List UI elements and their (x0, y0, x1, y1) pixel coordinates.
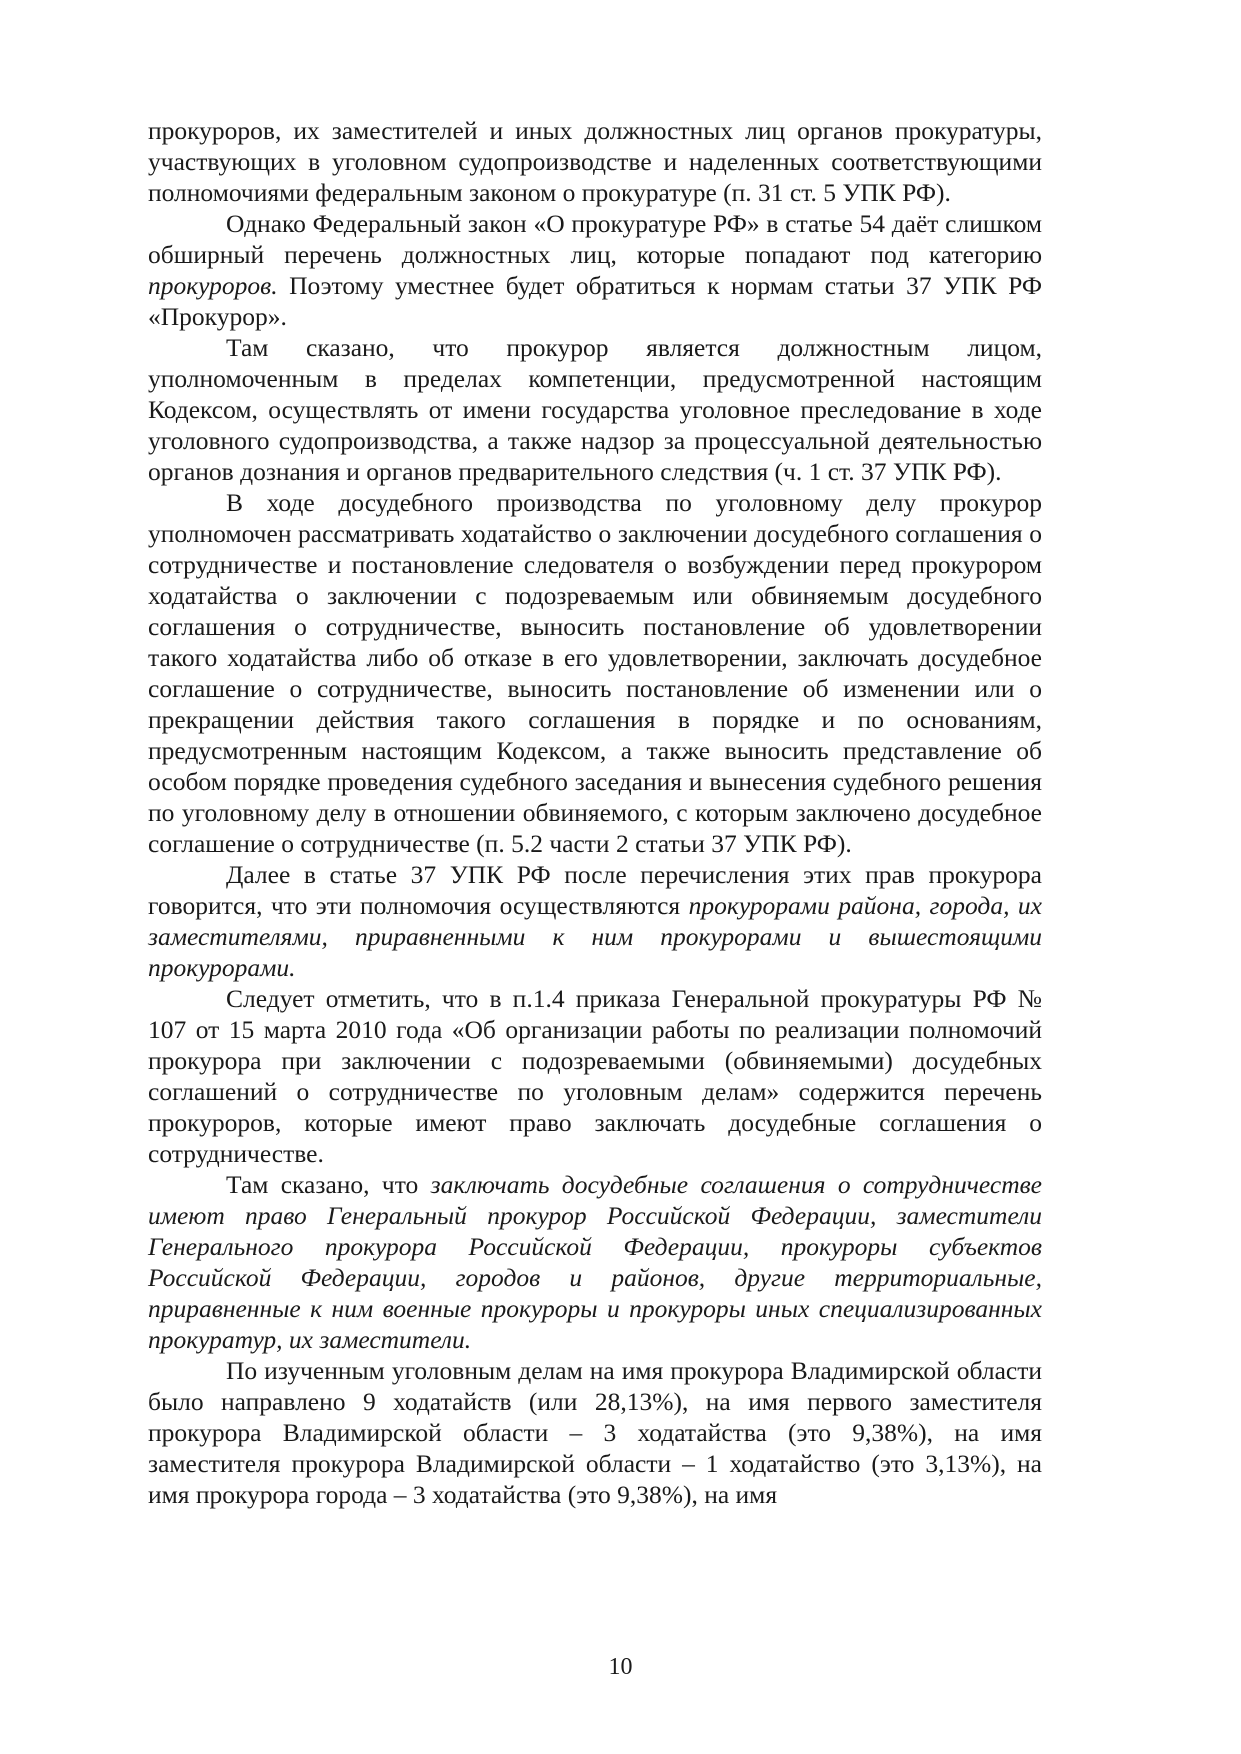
paragraph-4 (148, 487, 1042, 859)
paragraph-2-text-a: Однако Федеральный закон «О прокуратуре РФ» в статье 54 даёт слишком обширный перечень должностных лиц, которые попадают под категорию (148, 209, 1042, 269)
paragraph-8 (148, 1355, 1042, 1510)
paragraph-3-text: Там сказано, что прокурор является должностным лицом, уполномоченным в пределах компетенции, предусмотренной настоящим Кодексом, осуществлять от имени государства уголовное преследование в ходе уголовного судопроизводства, а также надзор за процессуальной деятельностью органов дознания и органов предварительного следствия (ч. 1 ст. 37 УПК РФ). (148, 333, 1042, 486)
paragraph-6-text: Следует отметить, что в п.1.4 приказа Генеральной прокуратуры РФ № 107 от 15 марта 2010 года «Об организации работы по реализации полномочий прокурора при заключении с подозреваемыми (обвиняемыми) досудебных соглашений о сотрудничестве по уголовным делам» содержится перечень прокуроров, которые имеют право заключать досудебные соглашения о сотрудничестве. (148, 984, 1042, 1168)
paragraph-5-text: Далее в статье 37 УПК РФ после перечисления этих прав прокурора говорится, что эти полномочия осуществляются (148, 860, 1042, 920)
paragraph-1 (148, 115, 1042, 208)
page-number: 10 (608, 1654, 633, 1680)
paragraph-4-text: В ходе досудебного производства по уголовному делу прокурор уполномочен рассматривать ходатайство о заключении досудебного соглашения о сотрудничестве и постановление следователя о возбуждении перед прокурором ходатайства о заключении с подозреваемым или обвиняемым досудебного соглашения о сотрудничестве, выносить постановление об удовлетворении такого ходатайства либо об отказе в его удовлетворении, заключать досудебное соглашение о сотрудничестве, выносить постановление об изменении или о прекращении действия такого соглашения в порядке и по основаниям, предусмотренным настоящим Кодексом, а также выносить представление об особом порядке проведения судебного заседания и вынесения судебного решения по уголовному делу в отношении обвиняемого, с которым заключено досудебное соглашение о сотрудничестве (п. 5.2 части 2 статьи 37 УПК РФ). (148, 488, 1042, 858)
paragraph-6 (148, 983, 1042, 1169)
paragraph-7-italic: заключать досудебные соглашения о сотрудничестве имеют право Генеральный прокурор Российской Федерации, заместители Генерального прокурора Российской Федерации, прокуроры субъектов Российской Федерации, городов и районов, другие территориальные, приравненные к ним военные прокуроры и прокуроры иных специализированных прокуратур, их заместители. (148, 1170, 1042, 1354)
paragraph-2-text-b: Поэтому уместнее будет обратиться к нормам статьи 37 УПК РФ «Прокурор». (148, 271, 1042, 331)
paragraph-7 (148, 1169, 1042, 1355)
paragraph-2-italic: прокуроров. (148, 271, 278, 300)
paragraph-2 (148, 208, 1042, 332)
body-text (148, 115, 1042, 1510)
paragraph-1-text: прокуроров, их заместителей и иных должностных лиц органов прокуратуры, участвующих в уголовном судопроизводстве и наделенных соответствующими полномочиями федеральным законом о прокуратуре (п. 31 ст. 5 УПК РФ). (148, 116, 1042, 207)
paragraph-5-italic: прокурорами района, города, их заместителями, приравненными к ним прокурорами и вышестоящими прокурорами. (148, 891, 1042, 982)
paragraph-8-text: По изученным уголовным делам на имя прокурора Владимирской области было направлено 9 ходатайств (или 28,13%), на имя первого заместителя прокурора Владимирской области – 3 ходатайства (это 9,38%), на имя заместителя прокурора Владимирской области – 1 ходатайство (это 3,13%), на имя прокурора города – 3 ходатайства (это 9,38%), на имя (148, 1356, 1042, 1509)
paragraph-5 (148, 859, 1042, 983)
paragraph-3 (148, 332, 1042, 487)
paragraph-7-text: Там сказано, что (226, 1170, 431, 1199)
